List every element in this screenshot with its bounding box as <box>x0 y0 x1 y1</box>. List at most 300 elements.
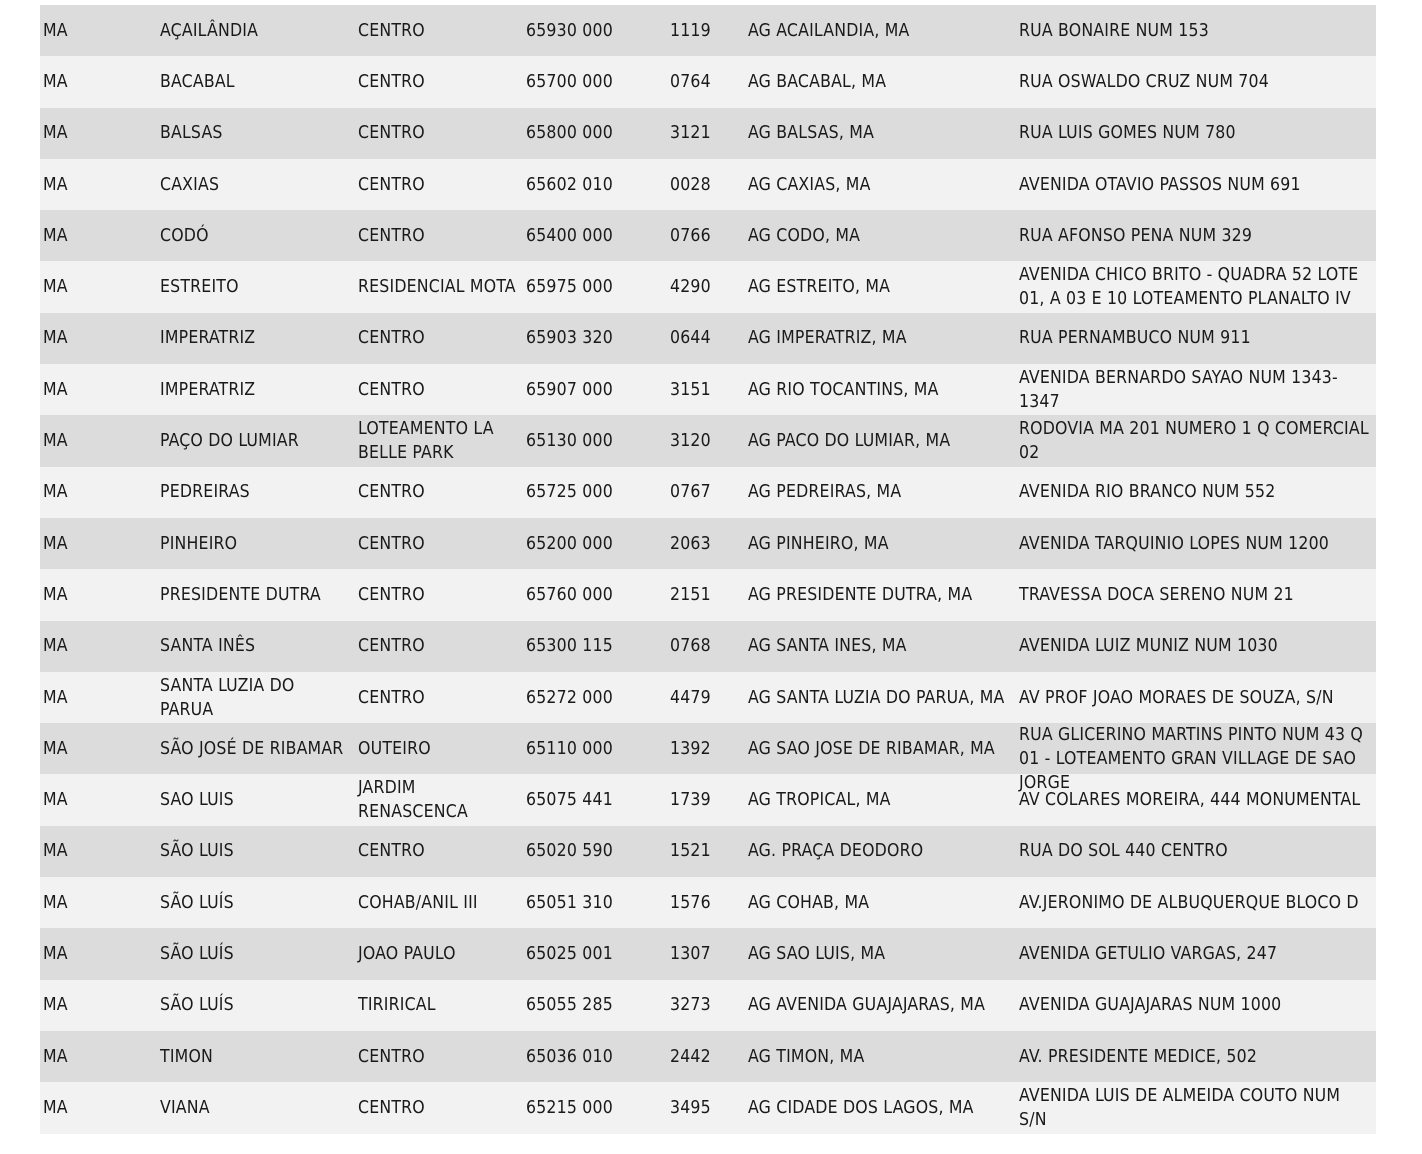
address-cell-text: AV COLARES MOREIRA, 444 MONUMENTAL <box>1019 790 1361 811</box>
branch-name-cell-text: AG BALSAS, MA <box>748 123 875 144</box>
city-cell <box>156 928 354 979</box>
table-row <box>40 159 1376 210</box>
branch-code-cell-text: 2063 <box>670 533 711 554</box>
district-cell-text: RESIDENCIAL MOTA <box>358 277 516 298</box>
district-cell-text: LOTEAMENTO LA BELLE PARK <box>358 419 494 464</box>
district-cell <box>354 1082 522 1133</box>
branch-name-cell-text: AG ACAILANDIA, MA <box>748 20 910 41</box>
address-cell-text: AV PROF JOAO MORAES DE SOUZA, S/N <box>1019 687 1334 708</box>
postal-code-cell-text: 65130 000 <box>526 431 613 452</box>
address-cell-text: AVENIDA RIO BRANCO NUM 552 <box>1019 482 1276 503</box>
state-cell-text: MA <box>43 790 68 811</box>
district-cell-text: CENTRO <box>358 687 425 708</box>
branch-code-cell-text: 0766 <box>670 225 711 246</box>
branch-code-cell-text: 2151 <box>670 584 711 605</box>
address-cell <box>1015 1082 1376 1133</box>
table-row <box>40 261 1376 312</box>
address-cell-text: AV. PRESIDENTE MEDICE, 502 <box>1019 1046 1258 1067</box>
district-cell <box>354 672 522 723</box>
address-cell-text: RODOVIA MA 201 NUMERO 1 Q COMERCIAL 02 <box>1019 419 1369 464</box>
branch-name-cell <box>744 723 1015 774</box>
district-cell-text: CENTRO <box>358 1046 425 1067</box>
state-cell-text: MA <box>43 943 68 964</box>
district-cell <box>354 467 522 518</box>
city-cell <box>156 56 354 107</box>
table-row <box>40 518 1376 569</box>
branch-name-cell-text: AG CIDADE DOS LAGOS, MA <box>748 1097 974 1118</box>
address-cell <box>1015 210 1376 261</box>
state-cell <box>40 467 156 518</box>
city-cell-text: SAO LUIS <box>160 790 234 811</box>
branch-name-cell-text: AG AVENIDA GUAJAJARAS, MA <box>748 995 986 1016</box>
branch-name-cell <box>744 261 1015 312</box>
state-cell-text: MA <box>43 20 68 41</box>
district-cell <box>354 364 522 415</box>
district-cell <box>354 518 522 569</box>
branch-code-cell-text: 3151 <box>670 379 711 400</box>
branch-code-cell-text: 0768 <box>670 636 711 657</box>
branch-name-cell-text: AG BACABAL, MA <box>748 71 887 92</box>
branch-code-cell <box>666 723 744 774</box>
state-cell-text: MA <box>43 71 68 92</box>
city-cell-text: SÃO JOSÉ DE RIBAMAR <box>160 738 344 759</box>
postal-code-cell-text: 65110 000 <box>526 738 613 759</box>
state-cell <box>40 1082 156 1133</box>
postal-code-cell-text: 65300 115 <box>526 636 613 657</box>
address-cell-text: AVENIDA GUAJAJARAS NUM 1000 <box>1019 995 1282 1016</box>
branch-code-cell-text: 1392 <box>670 738 711 759</box>
branch-code-cell-text: 0028 <box>670 174 711 195</box>
address-cell <box>1015 159 1376 210</box>
branch-code-cell <box>666 261 744 312</box>
branch-name-cell <box>744 980 1015 1031</box>
postal-code-cell-text: 65272 000 <box>526 687 613 708</box>
address-cell <box>1015 261 1376 312</box>
table-row <box>40 774 1376 825</box>
city-cell-text: IMPERATRIZ <box>160 328 256 349</box>
branch-code-cell-text: 1739 <box>670 790 711 811</box>
address-cell-text: RUA GLICERINO MARTINS PINTO NUM 43 Q 01 - LOTEAMENTO GRAN VILLAGE DE SAO JORGE <box>1019 725 1363 794</box>
branch-name-cell-text: AG PINHEIRO, MA <box>748 533 889 554</box>
branch-name-cell <box>744 826 1015 877</box>
district-cell-text: TIRIRICAL <box>358 995 436 1016</box>
branch-code-cell-text: 2442 <box>670 1046 711 1067</box>
postal-code-cell-text: 65725 000 <box>526 482 613 503</box>
city-cell-text: SANTA INÊS <box>160 636 256 657</box>
branch-code-cell-text: 3121 <box>670 123 711 144</box>
table-row <box>40 364 1376 415</box>
state-cell <box>40 621 156 672</box>
postal-code-cell <box>522 467 666 518</box>
address-cell-text: AVENIDA LUIS DE ALMEIDA COUTO NUM S/N <box>1019 1085 1341 1130</box>
state-cell-text: MA <box>43 841 68 862</box>
city-cell-text: SÃO LUÍS <box>160 892 234 913</box>
district-cell-text: CENTRO <box>358 225 425 246</box>
branch-name-cell-text: AG. PRAÇA DEODORO <box>748 841 924 862</box>
district-cell <box>354 980 522 1031</box>
city-cell-text: PAÇO DO LUMIAR <box>160 431 299 452</box>
state-cell <box>40 313 156 364</box>
district-cell <box>354 261 522 312</box>
district-cell <box>354 56 522 107</box>
city-cell <box>156 364 354 415</box>
city-cell-text: BALSAS <box>160 123 223 144</box>
branch-code-cell <box>666 774 744 825</box>
branch-code-cell-text: 3273 <box>670 995 711 1016</box>
district-cell-text: JOAO PAULO <box>358 943 456 964</box>
address-cell-text: AVENIDA LUIZ MUNIZ NUM 1030 <box>1019 636 1278 657</box>
district-cell-text: CENTRO <box>358 379 425 400</box>
table-row <box>40 1082 1376 1133</box>
table-row <box>40 672 1376 723</box>
postal-code-cell <box>522 518 666 569</box>
postal-code-cell <box>522 5 666 56</box>
branch-code-cell <box>666 877 744 928</box>
branch-code-cell <box>666 467 744 518</box>
table-row <box>40 5 1376 56</box>
state-cell <box>40 826 156 877</box>
state-cell <box>40 364 156 415</box>
branch-name-cell <box>744 364 1015 415</box>
address-cell <box>1015 518 1376 569</box>
city-cell <box>156 569 354 620</box>
postal-code-cell <box>522 313 666 364</box>
district-cell-text: OUTEIRO <box>358 738 431 759</box>
city-cell-text: ESTREITO <box>160 277 239 298</box>
table-row <box>40 210 1376 261</box>
address-cell-text: RUA DO SOL 440 CENTRO <box>1019 841 1228 862</box>
city-cell <box>156 261 354 312</box>
city-cell-text: PEDREIRAS <box>160 482 250 503</box>
district-cell <box>354 5 522 56</box>
address-cell <box>1015 1031 1376 1082</box>
address-cell <box>1015 364 1376 415</box>
district-cell-text: CENTRO <box>358 71 425 92</box>
postal-code-cell <box>522 774 666 825</box>
state-cell-text: MA <box>43 328 68 349</box>
city-cell <box>156 313 354 364</box>
table-row <box>40 313 1376 364</box>
branch-name-cell-text: AG ESTREITO, MA <box>748 277 891 298</box>
table-row <box>40 467 1376 518</box>
city-cell <box>156 672 354 723</box>
postal-code-cell-text: 65200 000 <box>526 533 613 554</box>
address-cell-text: AVENIDA GETULIO VARGAS, 247 <box>1019 943 1278 964</box>
state-cell-text: MA <box>43 174 68 195</box>
postal-code-cell-text: 65020 590 <box>526 841 613 862</box>
postal-code-cell-text: 65930 000 <box>526 20 613 41</box>
postal-code-cell-text: 65051 310 <box>526 892 613 913</box>
city-cell-text: SÃO LUIS <box>160 841 234 862</box>
branch-name-cell-text: AG CODO, MA <box>748 225 861 246</box>
postal-code-cell-text: 65215 000 <box>526 1097 613 1118</box>
city-cell-text: TIMON <box>160 1046 214 1067</box>
postal-code-cell-text: 65055 285 <box>526 995 613 1016</box>
state-cell <box>40 415 156 466</box>
branch-name-cell <box>744 774 1015 825</box>
branch-name-cell-text: AG TIMON, MA <box>748 1046 865 1067</box>
postal-code-cell <box>522 108 666 159</box>
state-cell-text: MA <box>43 225 68 246</box>
state-cell-text: MA <box>43 892 68 913</box>
postal-code-cell <box>522 159 666 210</box>
state-cell <box>40 5 156 56</box>
address-cell <box>1015 415 1376 466</box>
branch-name-cell-text: AG PEDREIRAS, MA <box>748 482 902 503</box>
city-cell <box>156 518 354 569</box>
address-cell <box>1015 672 1376 723</box>
postal-code-cell <box>522 569 666 620</box>
branch-name-cell <box>744 672 1015 723</box>
table-row <box>40 415 1376 466</box>
state-cell <box>40 108 156 159</box>
postal-code-cell <box>522 672 666 723</box>
postal-code-cell-text: 65975 000 <box>526 277 613 298</box>
city-cell <box>156 1082 354 1133</box>
postal-code-cell-text: 65075 441 <box>526 790 613 811</box>
district-cell-text: CENTRO <box>358 482 425 503</box>
branch-name-cell <box>744 928 1015 979</box>
state-cell-text: MA <box>43 123 68 144</box>
city-cell <box>156 108 354 159</box>
branch-name-cell <box>744 415 1015 466</box>
state-cell <box>40 1031 156 1082</box>
city-cell-text: IMPERATRIZ <box>160 379 256 400</box>
district-cell <box>354 108 522 159</box>
table-row <box>40 723 1376 774</box>
table-row <box>40 1031 1376 1082</box>
branch-name-cell-text: AG CAXIAS, MA <box>748 174 871 195</box>
branch-code-cell-text: 1521 <box>670 841 711 862</box>
branch-name-cell <box>744 621 1015 672</box>
city-cell <box>156 826 354 877</box>
postal-code-cell-text: 65602 010 <box>526 174 613 195</box>
branch-name-cell-text: AG IMPERATRIZ, MA <box>748 328 907 349</box>
branch-code-cell <box>666 980 744 1031</box>
postal-code-cell-text: 65760 000 <box>526 584 613 605</box>
district-cell <box>354 159 522 210</box>
state-cell <box>40 877 156 928</box>
district-cell <box>354 621 522 672</box>
table-row <box>40 108 1376 159</box>
branch-code-cell-text: 3120 <box>670 431 711 452</box>
table-row <box>40 877 1376 928</box>
postal-code-cell <box>522 1031 666 1082</box>
district-cell <box>354 313 522 364</box>
branch-name-cell <box>744 313 1015 364</box>
branch-code-cell <box>666 313 744 364</box>
city-cell-text: BACABAL <box>160 71 235 92</box>
branch-name-cell <box>744 56 1015 107</box>
branch-code-cell-text: 4479 <box>670 687 711 708</box>
branch-name-cell-text: AG SAO LUIS, MA <box>748 943 886 964</box>
postal-code-cell-text: 65800 000 <box>526 123 613 144</box>
district-cell <box>354 723 522 774</box>
address-cell <box>1015 5 1376 56</box>
state-cell-text: MA <box>43 277 68 298</box>
branch-name-cell <box>744 5 1015 56</box>
state-cell-text: MA <box>43 482 68 503</box>
postal-code-cell <box>522 56 666 107</box>
branch-code-cell <box>666 56 744 107</box>
branch-code-cell <box>666 415 744 466</box>
postal-code-cell <box>522 928 666 979</box>
state-cell-text: MA <box>43 1046 68 1067</box>
city-cell-text: VIANA <box>160 1097 210 1118</box>
state-cell <box>40 159 156 210</box>
district-cell-text: CENTRO <box>358 1097 425 1118</box>
branch-code-cell <box>666 364 744 415</box>
city-cell-text: AÇAILÂNDIA <box>160 20 259 41</box>
postal-code-cell <box>522 621 666 672</box>
city-cell <box>156 621 354 672</box>
branch-code-cell <box>666 108 744 159</box>
state-cell-text: MA <box>43 379 68 400</box>
state-cell-text: MA <box>43 431 68 452</box>
state-cell-text: MA <box>43 636 68 657</box>
state-cell <box>40 56 156 107</box>
branch-name-cell-text: AG SANTA INES, MA <box>748 636 907 657</box>
postal-code-cell-text: 65907 000 <box>526 379 613 400</box>
state-cell <box>40 928 156 979</box>
postal-code-cell-text: 65700 000 <box>526 71 613 92</box>
address-cell <box>1015 313 1376 364</box>
postal-code-cell <box>522 826 666 877</box>
branch-name-cell-text: AG PACO DO LUMIAR, MA <box>748 431 951 452</box>
branch-name-cell-text: AG RIO TOCANTINS, MA <box>748 379 939 400</box>
branch-code-cell-text: 3495 <box>670 1097 711 1118</box>
state-cell <box>40 672 156 723</box>
state-cell <box>40 210 156 261</box>
district-cell-text: CENTRO <box>358 328 425 349</box>
branch-name-cell <box>744 159 1015 210</box>
state-cell-text: MA <box>43 1097 68 1118</box>
city-cell-text: SÃO LUÍS <box>160 943 234 964</box>
city-cell <box>156 723 354 774</box>
state-cell-text: MA <box>43 533 68 554</box>
address-cell <box>1015 467 1376 518</box>
state-cell <box>40 261 156 312</box>
address-cell-text: TRAVESSA DOCA SERENO NUM 21 <box>1019 584 1294 605</box>
city-cell-text: CAXIAS <box>160 174 220 195</box>
address-cell <box>1015 56 1376 107</box>
branch-code-cell <box>666 5 744 56</box>
address-cell-text: AVENIDA CHICO BRITO - QUADRA 52 LOTE 01, A 03 E 10 LOTEAMENTO PLANALTO IV <box>1019 265 1359 310</box>
city-cell-text: PRESIDENTE DUTRA <box>160 584 321 605</box>
address-cell <box>1015 877 1376 928</box>
branch-name-cell <box>744 877 1015 928</box>
district-cell <box>354 210 522 261</box>
address-cell-text: RUA LUIS GOMES NUM 780 <box>1019 123 1236 144</box>
address-cell-text: AVENIDA BERNARDO SAYAO NUM 1343-1347 <box>1019 367 1338 412</box>
district-cell-text: CENTRO <box>358 636 425 657</box>
district-cell-text: CENTRO <box>358 841 425 862</box>
postal-code-cell-text: 65400 000 <box>526 225 613 246</box>
postal-code-cell-text: 65036 010 <box>526 1046 613 1067</box>
district-cell-text: CENTRO <box>358 20 425 41</box>
postal-code-cell <box>522 877 666 928</box>
district-cell <box>354 877 522 928</box>
district-cell <box>354 1031 522 1082</box>
state-cell-text: MA <box>43 687 68 708</box>
address-cell <box>1015 108 1376 159</box>
branch-name-cell-text: AG SAO JOSE DE RIBAMAR, MA <box>748 738 995 759</box>
address-cell <box>1015 826 1376 877</box>
city-cell <box>156 980 354 1031</box>
district-cell-text: CENTRO <box>358 174 425 195</box>
city-cell <box>156 467 354 518</box>
table-row <box>40 980 1376 1031</box>
branch-name-cell <box>744 108 1015 159</box>
district-cell <box>354 928 522 979</box>
branch-table <box>40 5 1376 1134</box>
branch-code-cell <box>666 159 744 210</box>
branch-name-cell <box>744 1031 1015 1082</box>
district-cell <box>354 569 522 620</box>
city-cell-text: CODÓ <box>160 225 209 246</box>
address-cell <box>1015 980 1376 1031</box>
table-row <box>40 928 1376 979</box>
branch-name-cell-text: AG PRESIDENTE DUTRA, MA <box>748 584 973 605</box>
branch-name-cell <box>744 210 1015 261</box>
table-body <box>40 5 1376 1134</box>
address-cell-text: AVENIDA TARQUINIO LOPES NUM 1200 <box>1019 533 1329 554</box>
branch-code-cell <box>666 672 744 723</box>
postal-code-cell <box>522 415 666 466</box>
city-cell-text: SÃO LUÍS <box>160 995 234 1016</box>
postal-code-cell <box>522 723 666 774</box>
address-cell-text: RUA BONAIRE NUM 153 <box>1019 20 1209 41</box>
city-cell <box>156 415 354 466</box>
district-cell <box>354 415 522 466</box>
postal-code-cell <box>522 364 666 415</box>
postal-code-cell <box>522 261 666 312</box>
branch-name-cell <box>744 1082 1015 1133</box>
address-cell <box>1015 928 1376 979</box>
branch-name-cell <box>744 467 1015 518</box>
branch-code-cell <box>666 210 744 261</box>
state-cell <box>40 980 156 1031</box>
address-cell-text: AVENIDA OTAVIO PASSOS NUM 691 <box>1019 174 1301 195</box>
postal-code-cell <box>522 980 666 1031</box>
postal-code-cell-text: 65903 320 <box>526 328 613 349</box>
branch-code-cell <box>666 569 744 620</box>
city-cell-text: PINHEIRO <box>160 533 238 554</box>
branch-code-cell-text: 0644 <box>670 328 711 349</box>
branch-code-cell-text: 4290 <box>670 277 711 298</box>
address-cell-text: RUA AFONSO PENA NUM 329 <box>1019 225 1253 246</box>
branch-code-cell <box>666 621 744 672</box>
address-cell-text: RUA OSWALDO CRUZ NUM 704 <box>1019 71 1269 92</box>
branch-name-cell-text: AG COHAB, MA <box>748 892 870 913</box>
state-cell-text: MA <box>43 995 68 1016</box>
state-cell <box>40 569 156 620</box>
state-cell <box>40 774 156 825</box>
address-cell-text: AV.JERONIMO DE ALBUQUERQUE BLOCO D <box>1019 892 1359 913</box>
state-cell-text: MA <box>43 738 68 759</box>
address-cell <box>1015 723 1376 794</box>
branch-code-cell-text: 0764 <box>670 71 711 92</box>
district-cell <box>354 774 522 825</box>
branch-code-cell <box>666 928 744 979</box>
district-cell-text: CENTRO <box>358 123 425 144</box>
table-row <box>40 569 1376 620</box>
branch-code-cell-text: 0767 <box>670 482 711 503</box>
district-cell-text: CENTRO <box>358 584 425 605</box>
table-row <box>40 621 1376 672</box>
city-cell <box>156 774 354 825</box>
branch-code-cell-text: 1576 <box>670 892 711 913</box>
